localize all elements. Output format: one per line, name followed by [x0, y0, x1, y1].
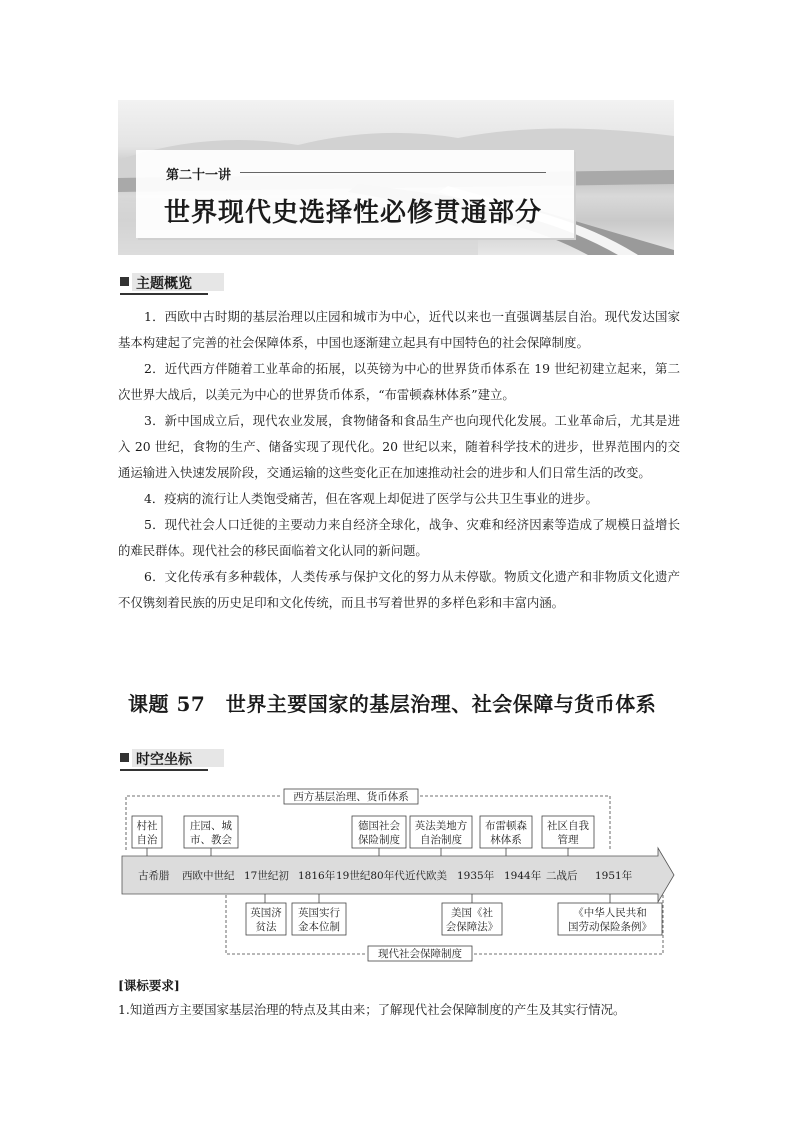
- bottom-group-label: 现代社会保障制度: [378, 948, 462, 960]
- timeline-event-box: [184, 816, 238, 856]
- timeline-event-box: [132, 816, 162, 856]
- lecture-title-card: [136, 150, 574, 238]
- svg-text:国劳动保险条例》: 国劳动保险条例》: [568, 921, 652, 933]
- svg-text:美国《社: 美国《社: [451, 907, 493, 919]
- top-group-label: 西方基层治理、货币体系: [293, 791, 409, 803]
- svg-text:英法美地方: 英法美地方: [414, 820, 468, 832]
- overview-paragraph-4: 4．疫病的流行让人类饱受痛苦，但在客观上却促进了医学与公共卫生事业的进步。: [144, 491, 598, 506]
- axis-label: 1951年: [595, 870, 633, 882]
- svg-text:金本位制: 金本位制: [298, 921, 340, 933]
- svg-text:会保障法》: 会保障法》: [445, 921, 499, 933]
- timeline-event-box: [292, 894, 346, 935]
- svg-text:英国济: 英国济: [250, 907, 282, 919]
- overview-paragraph-6: 6．文化传承有多种载体，人类传承与保护文化的努力从未停歇。物质文化遗产和非物质文化遗产不仅镌刻着民族的历史足印和文化传统，而且书写着世界的多样色彩和丰富内涵。: [118, 569, 680, 610]
- overview-paragraph-3: 3．新中国成立后，现代农业发展，食物储备和食品生产也向现代化发展。工业革命后，尤其是进入 20 世纪，食物的生产、储备实现了现代化。20 世纪以来，随着科学技术的进步，世界范围内的交通运输进入快速发展阶段，交通运输的这些变化正在加速推动社会的进步和人们日常生活的改变。: [118, 413, 680, 480]
- svg-text:保险制度: 保险制度: [358, 834, 400, 846]
- axis-label: 西欧中世纪: [182, 870, 235, 882]
- axis-label: 19世纪80年代: [336, 870, 405, 882]
- section-heading-timeline: [120, 748, 320, 768]
- timeline-event-box: [558, 894, 662, 935]
- lecture-number: 第二十一讲: [166, 168, 232, 183]
- axis-label: 1816年: [298, 870, 336, 882]
- svg-text:英国实行: 英国实行: [298, 907, 340, 919]
- svg-text:自治制度: 自治制度: [420, 834, 462, 846]
- timeline-event-box: [542, 816, 594, 856]
- svg-text:村社: 村社: [136, 820, 158, 832]
- axis-label: 古希腊: [138, 870, 170, 882]
- timeline-svg: [118, 784, 680, 969]
- overview-paragraphs: [118, 304, 680, 616]
- svg-text:《中华人民共和: 《中华人民共和: [573, 907, 647, 919]
- axis-label: 1935年: [457, 870, 495, 882]
- axis-label: 近代欧美: [405, 870, 447, 882]
- overview-paragraph-2: 2．近代西方伴随着工业革命的拓展，以英镑为中心的世界货币体系在 19 世纪初建立起来，第二次世界大战后，以美元为中心的世界货币体系，“布雷顿森林体系”建立。: [118, 361, 680, 402]
- section-heading-label: 时空坐标: [136, 752, 192, 768]
- svg-text:自治: 自治: [136, 834, 158, 846]
- requirements-text: 1.知道西方主要国家基层治理的特点及其由来；了解现代社会保障制度的产生及其实行情况。: [118, 1002, 626, 1017]
- svg-text:林体系: 林体系: [490, 834, 522, 846]
- axis-label: 二战后: [546, 870, 578, 882]
- timeline-event-box: [246, 894, 286, 935]
- svg-text:德国社会: 德国社会: [358, 820, 400, 832]
- timeline-diagram: [118, 784, 680, 969]
- axis-label: 1944年: [504, 870, 542, 882]
- svg-text:管理: 管理: [557, 834, 579, 846]
- square-bullet-icon: [120, 753, 129, 762]
- lecture-title: 世界现代史选择性必修贯通部分: [164, 198, 543, 228]
- requirements-label: [课标要求]: [118, 978, 180, 993]
- timeline-event-box: [442, 894, 502, 935]
- lesson-title: 课题 57 世界主要国家的基层治理、社会保障与货币体系: [128, 692, 657, 716]
- square-bullet-icon: [120, 277, 129, 286]
- section-heading-label: 主题概览: [136, 276, 192, 292]
- svg-text:社区自我: 社区自我: [547, 820, 589, 832]
- section-heading-overview: [120, 272, 320, 292]
- overview-paragraph-1: 1．西欧中古时期的基层治理以庄园和城市为中心，近代以来也一直强调基层自治。现代发达国家基本构建起了完善的社会保障体系，中国也逐渐建立起具有中国特色的社会保障制度。: [118, 309, 680, 350]
- overview-paragraph-5: 5．现代社会人口迁徙的主要动力来自经济全球化，战争、灾难和经济因素等造成了规模日益增长的难民群体。现代社会的移民面临着文化认同的新问题。: [118, 517, 680, 558]
- timeline-event-box: [352, 816, 406, 856]
- svg-text:布雷顿森: 布雷顿森: [485, 820, 527, 832]
- axis-label: 17世纪初: [244, 870, 289, 882]
- timeline-event-box: [410, 816, 472, 856]
- svg-text:庄园、城: 庄园、城: [190, 820, 232, 832]
- svg-text:市、教会: 市、教会: [190, 834, 232, 846]
- timeline-event-box: [480, 816, 532, 856]
- svg-text:贫法: 贫法: [255, 921, 277, 933]
- title-rule: [240, 172, 546, 173]
